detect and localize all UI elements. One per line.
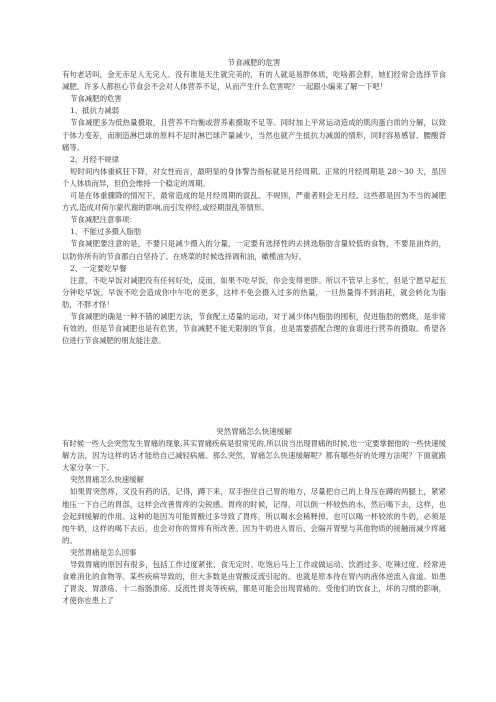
article-title: 节食减肥的危害 (227, 58, 281, 67)
section-heading: 节食减肥注意事项： (70, 215, 137, 225)
subheading: 2、一定要吃早餐 (70, 263, 127, 273)
paragraph: 注意，不吃早饭对减肥没有任何好处，反而，如果不吃早饭，你会变得更胖。所以不管早上多忙，但是宁愿早起五分钟吃早饭。早饭不吃会造成你中午吃的更多，这样不免会摄入过多的热量，一旦热量得不到消耗，就会转化为脂肪，不胖才怪！ (62, 275, 446, 309)
paragraph: 节食减肥的确是一种不错的减肥方法，节食配上适量的运动，对于减少体内脂肪的囤积，促进脂肪的燃烧，是非常有效的。但是节食减肥也是有危害，节食减肥不能无限制的节食，也是需要搭配合理的食谱进行营养的摄取。希望各位进行节食减肥的朋友能注意。 (62, 311, 446, 346)
paragraph: 节食减肥多为低热量摄取，且营养不均衡或营养素摄取不足等。同时加上平常运动造成的肌肉蛋白质的分解，以致于体力变差，而制造淋巴球的原料不足时淋巴球产量减少，当然也就产生抵抗力减弱的情形，同时容易感冒、腰酸背痛等。 (62, 118, 446, 152)
paragraph: 有时候一些人会突然发生胃痛的现象,其实胃痛疾病是很常见的,所以说当出现胃痛的时候,也一定要掌握他的一些快速缓解方法，因为这样的话才能给自己减轻病痛。那么突然，胃痛怎么快速缓解呢？都有哪些好的处理方法呢？下面就跟大家分享一下。 (62, 439, 446, 473)
article-diet-harms (62, 57, 446, 347)
section-heading: 突然胃痛是怎么回事 (70, 547, 137, 557)
subheading: 2、月经不规律 (70, 154, 120, 164)
paragraph: 如果胃突然疼，又没有药的话，记得，蹲下来，双手抱住自己胃的地方，尽量把自己的上身压在蹲的两腿上，紧紧地压一下自己的胃部，这样会改善胃疼的尖锐感。胃疼的时候，记得，可以倒一杯较热的水，然后喝下去，这样，也会起到缓解的作用。这种的是因为可能胃酸过多导致了胃疼，所以喝水会稀释掉。也可以喝一杯较浓的牛奶，必须是纯牛奶，这样的喝下去后，也会对你的胃疼有所改善。因为牛奶进入胃后，会隔开胃壁与其他物质的接触而减少疼痛的。 (62, 487, 446, 545)
subheading: 1、抵抗力减弱 (70, 106, 120, 116)
section-heading: 节食减肥的危害 (70, 94, 122, 104)
article-title: 突然胃痛怎么快速缓解 (216, 427, 292, 436)
article-stomach-pain (62, 426, 446, 607)
paragraph: 可是在体重骤降的情况下，最常造成的是月经周期的混乱、不规则，严重者则会无月经。这些都是因为不当的减肥方式,造成对荷尔蒙代谢的影响,而引发停经,或经期混乱等情形。 (62, 191, 446, 213)
paragraph: 导致胃痛的原因有很多，包括工作过度紧张、食无定时、吃饱后马上工作或做运动、饮酒过多、吃辣过度、经常进食难消化的食物等。某些疾病导致的，但大多数是由胃酸反流引起的。也就是原本待在胃内的液体逆流入食道。如患了胃炎、胃溃疡、十二指肠溃疡、反流性胃炎等疾病，都是可能会出现胃痛的。受他们的饮食上，坏的习惯的影响，才使你也患上了 (62, 560, 446, 606)
subheading: 1、不能过多摄入脂肪 (70, 227, 142, 237)
paragraph: 短时间内体重疯狂下降，对女性而言，最明显的身体警告指标就是月经周期。正常的月经周期是 28～30 天，虽因个人体质而异，但仍会维持一个稳定的周期。 (62, 166, 446, 188)
section-heading: 突然胃痛怎么快速缓解 (70, 475, 144, 485)
paragraph: 节食减肥要注意的是，不要只是减少摄入的分量，一定要有选择性的去挑选脂肪含量较低的食物，不要是油炸的，以防你所有的节食都白白坚持了。在烧菜的时候选择调和油，橄榄油为好。 (62, 239, 446, 261)
paragraph: 有句老话叫，金无赤足人无完人。没有谁是天生就完美的，有的人就是易胖体质，吃啥都会胖，她们经常会选择节食减肥。许多人都担心节食会不会对人体营养不足，从而产生什么危害呢？一起跟小编来了解一下吧！ (62, 70, 446, 92)
